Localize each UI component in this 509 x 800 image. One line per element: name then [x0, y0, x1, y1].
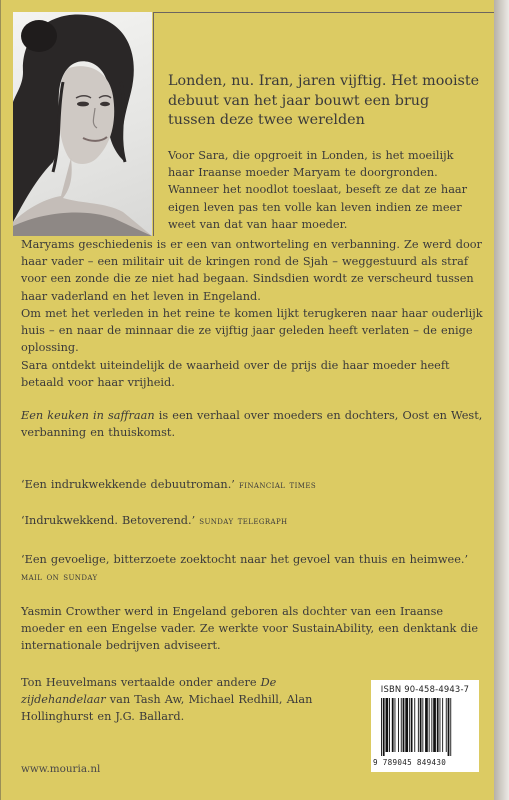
quote-source: mail on sunday — [21, 571, 98, 584]
barcode-bar — [418, 698, 419, 752]
blurb-paragraph-4: Sara ontdekt uiteindelijk de waarheid over de prijs die haar moeder heeft betaald voor haar vrijheid. — [21, 359, 450, 390]
summary-paragraph — [21, 407, 485, 441]
barcode — [371, 680, 479, 772]
barcode-bar — [414, 698, 415, 752]
barcode-bar — [381, 698, 382, 756]
barcode-bar — [420, 698, 422, 752]
barcode-bar — [440, 698, 441, 752]
blurb-paragraph-3: Om met het verleden in het reine te komen lijkt terugkeren naar haar ouderlijk huis – en naar de minnaar die ze vijftig jaar geleden heeft verlaten – de enige oplossing. — [21, 307, 483, 355]
barcode-number: 9 789045 849430 — [373, 758, 447, 767]
barcode-bar — [386, 698, 389, 752]
quote-1 — [21, 476, 485, 494]
frame-top-rule — [153, 12, 495, 13]
translator-note — [21, 674, 359, 726]
barcode-bar — [431, 698, 432, 752]
quote-source: sunday telegraph — [199, 515, 288, 527]
quote-text: ‘Een gevoelige, bitterzoete zoektocht naar het gevoel van thuis en heimwee.’ — [21, 553, 469, 566]
translator-text: Ton Heuvelmans vertaalde onder andere — [21, 676, 261, 689]
barcode-bar — [446, 698, 447, 752]
blurb-paragraph-2: Maryams geschiedenis is er een van ontworteling en verbanning. Ze werd door haar vader – een militair uit de kringen rond de Sjah – weggestuurd als straf voor een zonde die ze niet had begaan. Sindsdien wordt ze verscheurd tussen haar vaderland en het leven in Engeland. — [21, 238, 482, 303]
barcode-bar — [392, 698, 394, 752]
barcode-bar — [405, 698, 408, 752]
book-title: Een keuken in saffraan — [21, 409, 155, 422]
barcode-bar — [422, 698, 423, 752]
publisher-website: www.mouria.nl — [21, 763, 101, 775]
barcode-bar — [442, 698, 443, 752]
barcode-bar — [401, 698, 402, 752]
isbn-label: ISBN 90-458-4943-7 — [380, 684, 470, 694]
page-edge-shadow — [494, 0, 509, 800]
barcode-bar — [411, 698, 413, 752]
barcode-bar — [389, 698, 390, 752]
author-photo — [13, 12, 152, 236]
translator-text-rest: van Tash Aw, Michael Redhill, Alan Hollinghurst en J.G. Ballard. — [21, 693, 313, 724]
barcode-bar — [448, 698, 450, 756]
barcode-bar — [437, 698, 439, 752]
barcode-bar — [450, 698, 451, 756]
barcode-bar — [425, 698, 428, 752]
quote-source: financial times — [238, 479, 317, 491]
translator-book-title: De zijdehandelaar — [21, 676, 277, 707]
barcode-bars — [381, 698, 475, 756]
barcode-bar — [409, 698, 410, 752]
headline: Londen, nu. Iran, jaren vijftig. Het mooiste debuut van het jaar bouwt een brug tussen deze twee werelden — [168, 73, 480, 128]
quote-text: ‘Indrukwekkend. Betoverend.’ — [21, 514, 200, 527]
barcode-bar — [398, 698, 399, 752]
author-bio: Yasmin Crowther werd in Engeland geboren als dochter van een Iraanse moeder en een Engelse vader. Ze werkte voor SustainAbility, een denktank die internationale bedrijven adviseert. — [21, 605, 479, 653]
blurb-paragraph-1: Voor Sara, die opgroeit in Londen, is het moeilijk haar Iraanse moeder Maryam te doorgronden. Wanneer het noodlot toeslaat, beseft ze dat ze haar eigen leven pas ten volle kan leven indien ze meer weet van dat van haar moeder. — [168, 149, 468, 231]
quote-2 — [21, 512, 485, 530]
barcode-bar — [395, 698, 396, 752]
barcode-bar — [429, 698, 430, 752]
barcode-bar — [403, 698, 405, 752]
quote-text: ‘Een indrukwekkende debuutroman.’ — [21, 478, 239, 491]
quote-3 — [21, 551, 485, 586]
summary-text: is een verhaal over moeders en dochters, Oost en West, verbanning en thuiskomst. — [21, 409, 483, 440]
barcode-bar — [433, 698, 436, 752]
barcode-bar — [383, 698, 385, 756]
frame-left-rule — [153, 12, 154, 236]
author-portrait-image — [13, 12, 152, 236]
